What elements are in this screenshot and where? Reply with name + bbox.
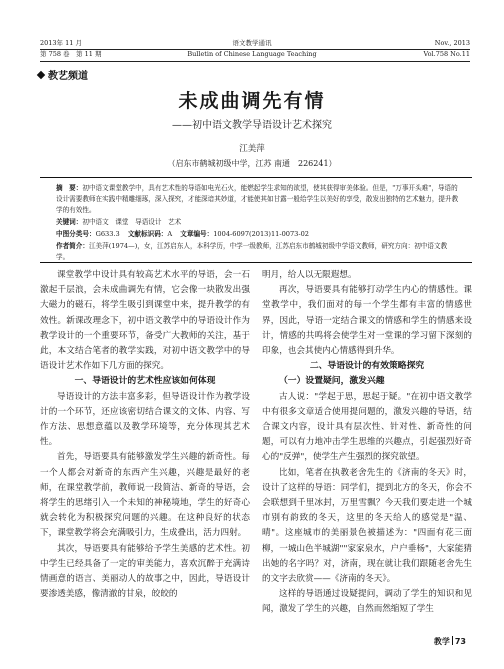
- body-paragraph: 这样的导语通过设疑提问，调动了学生的知识和见闻，激发了学生的兴趣，自然而然缩短了学生: [262, 589, 472, 615]
- body-paragraph: 导语设计的方法丰富多彩，但导语设计作为教学设计的一个环节，还应该密切结合课文的文体、内容、写作方法、思想意蕴以及教学环境等，充分体现其艺术性。: [40, 391, 250, 448]
- article-author: 江美萍: [239, 144, 265, 154]
- header-journal-cn: 语文教学通讯: [232, 39, 272, 47]
- header-rule-bottom: [40, 61, 470, 62]
- section-heading: 一、导语设计的艺术性应该如何体现: [74, 376, 216, 387]
- column-tag: [38, 67, 88, 82]
- body-paragraph: 再次，导语要具有能够打动学生内心的情感性。课堂教学中，我们面对的每一个学生都有丰富的情感世界，因此，导语一定结合课文的情感和学生的情感来设计，情感的共鸣将会使学生对一堂课的学习留下深刻的印象，也会其使内心情感得到升华。: [262, 285, 472, 357]
- doc-code-label: 文献标识码：: [127, 230, 168, 238]
- abstract-rule-bottom: [40, 262, 472, 263]
- classification-value: G633.3: [95, 230, 120, 238]
- article-subtitle: ——初中语文教学导语设计艺术探究: [172, 120, 332, 131]
- classification-label: 中图分类号：: [56, 230, 96, 238]
- bio-label: 作者简介：: [56, 242, 89, 250]
- body-column-left: [40, 268, 250, 602]
- body-paragraph: 其次，导语要具有能够给予学生美感的艺术性。初中学生已经具备了一定的审美能力，喜欢沉醉于充满诗情画意的语言、美丽动人的故事之中，因此，导语设计要渗透美感，像清澈的甘泉，皎皎的: [40, 543, 250, 600]
- body-paragraph: 比如，笔者在执教老舍先生的《济南的冬天》时，设计了这样的导语：同学们，提到北方的冬天，你会不会联想到千里冰封，万里雪飘？今天我们要走进一个城市别有韵致的冬天，这里的冬天给人的感觉是"温、晴"。这座城市的美丽景色被描述为："四面有花三面柳，一城山色半城湖""家家泉水，户户垂杨"，大家能猜出她的名字吗？对，济南，现在就让我们跟随老舍先生的文字去欣赏——《济南的冬天》。: [262, 467, 472, 585]
- article-id-value: 1004-6097(2013)11-0073-02: [213, 230, 309, 238]
- header-journal-en: Bulletin of Chinese Language Teaching: [187, 50, 317, 58]
- body-paragraph: 课堂教学中设计具有较高艺术水平的导语，会一石激起千层浪，会未成曲调先有情，它会像一块散发出强大磁力的磁石，将学生吸引到课堂中来，提升教学的有效性。新课改理念下，初中语文教学中的导语设计作为教学设计的一个重要环节，备受广大教师的关注，基于此，本文结合笔者的教学实践，对初中语文教学中的导语设计艺术作如下几方面的探究。: [40, 270, 250, 372]
- header-issue: 第 758 卷 第 11 期: [40, 50, 102, 58]
- header-month-en: Nov., 2013: [434, 39, 470, 47]
- author-bio: [56, 241, 460, 263]
- page-footer: [434, 636, 466, 647]
- header-rule: [40, 49, 470, 50]
- abstract-rule-top: [40, 177, 472, 178]
- header-vol-en: Vol.758 No.11: [423, 50, 470, 58]
- body-paragraph: 首先，导语要具有能够激发学生兴趣的新奇性。每一个人都会对新奇的东西产生兴趣，兴趣是最好的老师，在课堂教学前，教师说一段简洁、新奇的导语，会将学生的思绪引入一个未知的神秘境地，学生的好奇心就会转化为积极探究问题的兴趣。在这种良好的状态下，课堂教学将会充满吸引力，生成叠出，活力四射。: [40, 452, 250, 539]
- footer-divider: [452, 636, 453, 645]
- keywords-label: 关键词：: [56, 218, 83, 226]
- body-column-right: [262, 268, 472, 618]
- bio-text: 江美萍(1974—)，女，江苏启东人，本科学历，中学一级教师，江苏启东市鹤城初级中学语文教师，研究方向：初中语文教学。: [56, 242, 448, 261]
- column-tag-label: 教艺频道: [48, 71, 88, 82]
- keywords-text: 初中语文 课堂 导语设计 艺术: [82, 218, 182, 226]
- doc-code-value: A: [167, 230, 173, 238]
- classification-line: [56, 229, 460, 240]
- footer-label: 教学: [433, 637, 450, 646]
- diamond-bullet-icon: [37, 71, 45, 79]
- article-affiliation: （启东市鹤城初级中学，江苏 南通 226241）: [167, 159, 337, 168]
- page-number: 73: [454, 637, 466, 646]
- body-paragraph: 古人说："学起于思，思起于疑。"在初中语文教学中有很多文章适合使用提问题的，激发兴趣的导语，结合课文内容，设计具有层次性、针对性、新奇性的问题，可以有力地冲击学生思维的兴趣点，引起强烈好奇心的"反弹"，使学生产生强烈的探究欲望。: [262, 391, 472, 463]
- header-date: 2013年 11 月: [40, 39, 82, 47]
- subsection-heading: （一）设置疑问，激发兴趣: [279, 376, 385, 387]
- abstract-text: 初中语文课堂教学中，具有艺术性的导语如电光石火，能燃起学生求知的欲望，使其获得审美体验。但是，"万事开头难"，导语的设计需要教师在实践中精雕细琢，深入探究，才能深谙其妙道，才能使其如甘露一般给学生以美好的享受，散发出独特的艺术魅力，提升教学的有效性。: [56, 184, 459, 214]
- article-title: 未成曲调先有情: [178, 90, 326, 112]
- abstract-label: 摘 要：: [56, 184, 83, 192]
- body-paragraph-continued: 明月，给人以无限遐想。: [262, 270, 357, 280]
- article-id-label: 文章编号：: [180, 230, 214, 238]
- keywords: [56, 217, 460, 228]
- section-heading: 二、导语设计的有效策略探究: [309, 361, 425, 372]
- abstract: [56, 183, 460, 216]
